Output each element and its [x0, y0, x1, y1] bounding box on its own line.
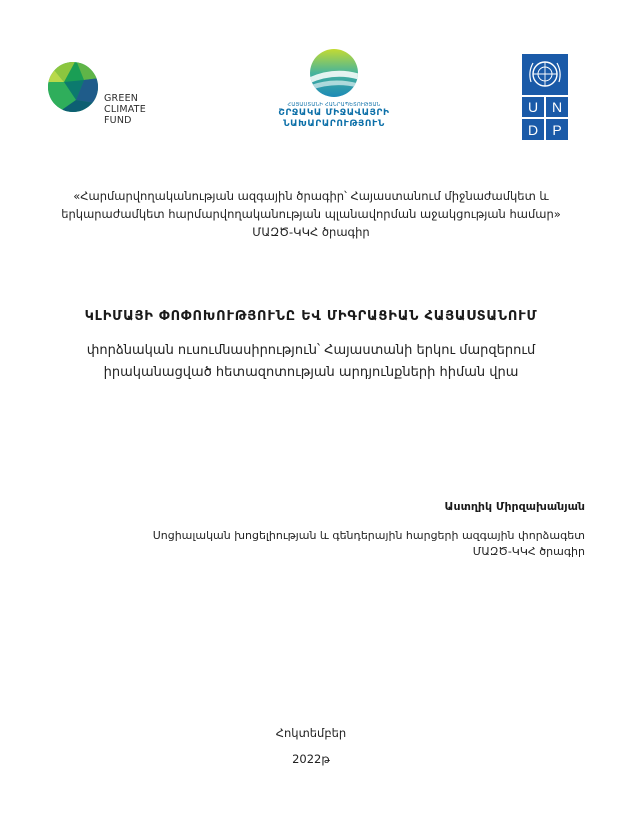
undp-letter: D — [527, 122, 539, 138]
subtitle-line: ՄԱԶԾ-ԿԿՀ ծրագիր — [252, 225, 370, 239]
gcf-globe-icon — [46, 60, 100, 114]
author-role-line: ՄԱԶԾ-ԿԿՀ ծրագիր — [472, 545, 585, 558]
date-year: 2022թ — [292, 752, 330, 766]
author-role-line: Սոցիալական խոցելիության և գենդերային հարցերի ազգային փորձագետ — [152, 529, 585, 542]
undp-letter: U — [527, 99, 539, 115]
date-month: Հոկտեմբեր — [275, 726, 347, 740]
ministry-emblem-icon — [308, 48, 360, 98]
logo-row — [0, 48, 622, 148]
undp-emblem-icon — [522, 54, 568, 140]
ministry-logo — [264, 48, 404, 148]
project-subtitle — [40, 187, 582, 241]
lead-line: փորձնական ուսումնասիրություն՝ Հայաստանի երկու մարզերում — [86, 343, 536, 358]
author-name: Աստղիկ Միրզախանյան — [444, 500, 585, 513]
lead-line: իրականացված հետազոտության արդյունքների հիման վրա — [103, 365, 519, 380]
author-role — [153, 528, 585, 560]
gcf-text-line: CLIMATE — [104, 104, 146, 115]
document-lead — [40, 340, 582, 384]
ministry-name-line: ՆԱԽԱՐԱՐՈՒԹՅՈՒՆ — [283, 119, 385, 129]
subtitle-line: երկարաժամկետ հարմարվողականության պլանավորման աջակցության համար» — [61, 207, 561, 221]
ministry-name-line: ՇՐՋԱԿԱ ՄԻՋԱՎԱՅՐԻ — [278, 108, 390, 118]
undp-logo — [522, 54, 568, 140]
undp-letter: P — [552, 122, 562, 138]
subtitle-line: «Հարմարվողականության ազգային ծրագիր՝ Հայաստանում միջնաժամկետ և — [73, 189, 549, 203]
gcf-text-line: FUND — [104, 115, 132, 126]
undp-letter: N — [551, 99, 563, 115]
gcf-text-line: GREEN — [104, 93, 139, 104]
document-title: ԿԼԻՄԱՅԻ ՓՈՓՈԽՈՒԹՅՈՒՆԸ ԵՎ ՄԻԳՐԱՑԻԱՆ ՀԱՅԱՍՏԱՆՈՒՄ — [84, 309, 538, 324]
green-climate-fund-logo — [46, 60, 176, 126]
ministry-small-text: ՀԱՅԱՍՏԱՆԻ ՀԱՆՐԱՊԵՏՈՒԹՅԱՆ — [287, 102, 381, 108]
